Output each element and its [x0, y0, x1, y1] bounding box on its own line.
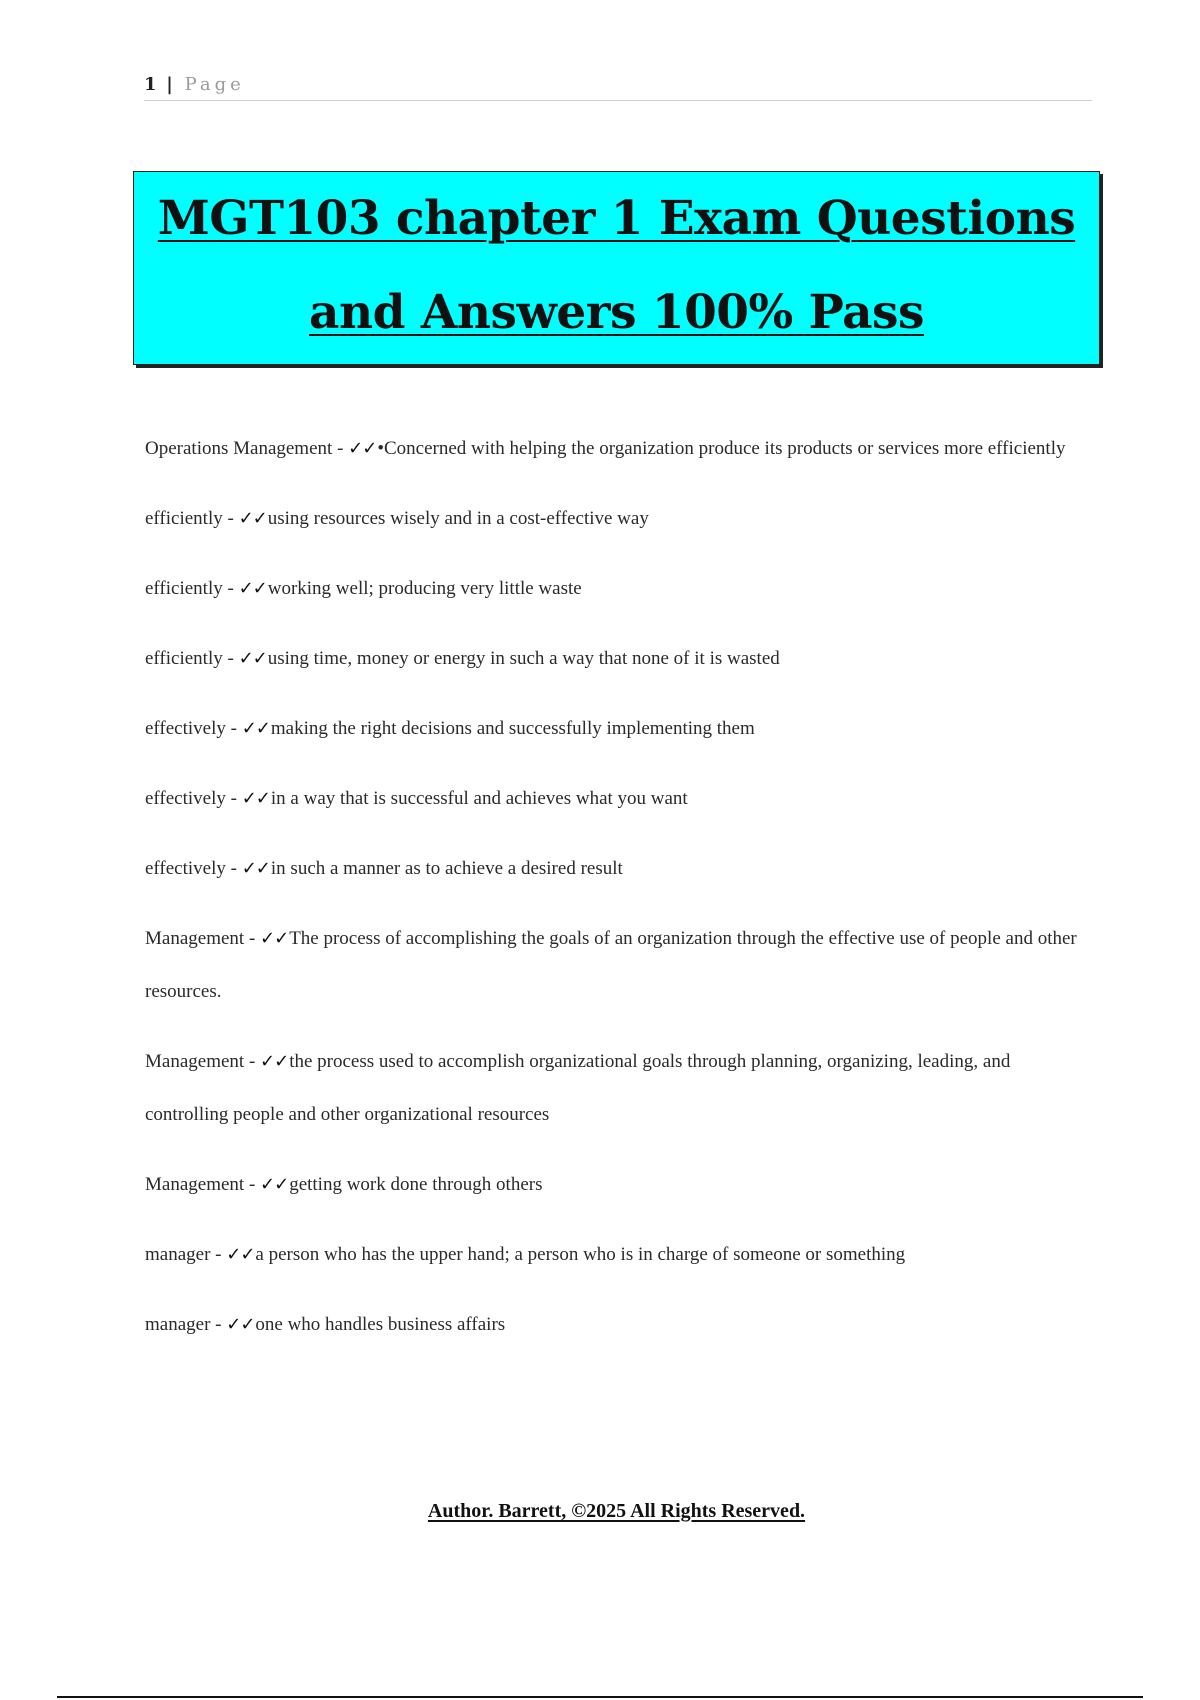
entry-separator: -	[210, 1314, 227, 1335]
check-marks-icon: ✓✓	[348, 438, 377, 459]
bottom-rule	[57, 1696, 1143, 1698]
entry-definition: in a way that is successful and achieves what you want	[270, 788, 688, 809]
entry-separator: -	[225, 718, 242, 739]
entry-definition: using resources wisely and in a cost-effective way	[267, 508, 649, 529]
entry-term: efficiently	[145, 648, 223, 669]
check-marks-icon: ✓✓	[238, 578, 267, 599]
entry-separator: -	[244, 928, 261, 949]
entry-term: manager	[145, 1244, 211, 1265]
entry-term: efficiently	[145, 508, 223, 529]
document-title-line-1: MGT103 chapter 1 Exam Questions	[157, 191, 1076, 246]
check-marks-icon: ✓✓	[260, 928, 289, 949]
entry-definition: one who handles business affairs	[255, 1314, 506, 1335]
flashcard-entry	[145, 912, 1090, 1018]
entry-term: efficiently	[145, 578, 223, 599]
page-header	[144, 72, 1092, 101]
check-marks-icon: ✓✓	[260, 1174, 289, 1195]
entry-separator: -	[244, 1174, 261, 1195]
entry-term: effectively	[145, 788, 226, 809]
entry-separator: -	[332, 438, 349, 459]
flashcard-entry	[145, 1298, 1090, 1351]
entry-separator: -	[210, 1244, 227, 1265]
check-marks-icon: ✓✓	[260, 1051, 289, 1072]
flashcard-entry	[145, 702, 1090, 755]
entry-term: effectively	[145, 858, 226, 879]
entry-separator: -	[222, 648, 239, 669]
entry-definition: using time, money or energy in such a way that none of it is wasted	[267, 648, 780, 669]
document-title-line-2: and Answers 100% Pass	[309, 285, 924, 340]
check-marks-icon: ✓✓	[238, 648, 267, 669]
entry-term: Management	[145, 1051, 245, 1072]
entry-definition: getting work done through others	[289, 1174, 543, 1195]
page-number: 1	[144, 74, 157, 95]
title-box	[133, 171, 1100, 365]
entry-definition: in such a manner as to achieve a desired result	[270, 858, 623, 879]
check-marks-icon: ✓✓	[226, 1314, 255, 1335]
entry-definition: a person who has the upper hand; a person who is in charge of someone or something	[255, 1244, 906, 1265]
check-marks-icon: ✓✓	[241, 858, 270, 879]
flashcard-entry	[145, 492, 1090, 545]
author-credit: Author. Barrett, ©2025 All Rights Reserved.	[427, 1500, 806, 1522]
entry-term: manager	[145, 1314, 211, 1335]
entry-separator: -	[244, 1051, 261, 1072]
flashcard-entry	[145, 422, 1090, 475]
flashcard-entry	[145, 842, 1090, 895]
flashcard-entry	[145, 1035, 1090, 1141]
flashcard-entry	[145, 1158, 1090, 1211]
entry-definition: making the right decisions and successfully implementing them	[270, 718, 755, 739]
entry-term: Operations Management	[145, 438, 333, 459]
flashcard-list	[145, 422, 1090, 1368]
entry-definition: The process of accomplishing the goals of an organization through the effective use of people and other resources.	[145, 928, 1077, 1002]
page-label: Page	[184, 74, 245, 95]
entry-separator: -	[222, 578, 239, 599]
check-marks-icon: ✓✓	[241, 718, 270, 739]
entry-separator: -	[225, 788, 242, 809]
entry-definition: working well; producing very little waste	[267, 578, 582, 599]
entry-separator: -	[222, 508, 239, 529]
entry-separator: -	[225, 858, 242, 879]
entry-definition: the process used to accomplish organizational goals through planning, organizing, leading, and controlling people and other organizational resources	[145, 1051, 1011, 1125]
flashcard-entry	[145, 1228, 1090, 1281]
page-number-separator: |	[166, 74, 173, 95]
flashcard-entry	[145, 632, 1090, 685]
flashcard-entry	[145, 772, 1090, 825]
entry-definition: •Concerned with helping the organization produce its products or services more efficiently	[377, 438, 1066, 459]
entry-term: Management	[145, 1174, 245, 1195]
flashcard-entry	[145, 562, 1090, 615]
check-marks-icon: ✓✓	[226, 1244, 255, 1265]
check-marks-icon: ✓✓	[238, 508, 267, 529]
entry-term: effectively	[145, 718, 226, 739]
entry-term: Management	[145, 928, 245, 949]
check-marks-icon: ✓✓	[241, 788, 270, 809]
